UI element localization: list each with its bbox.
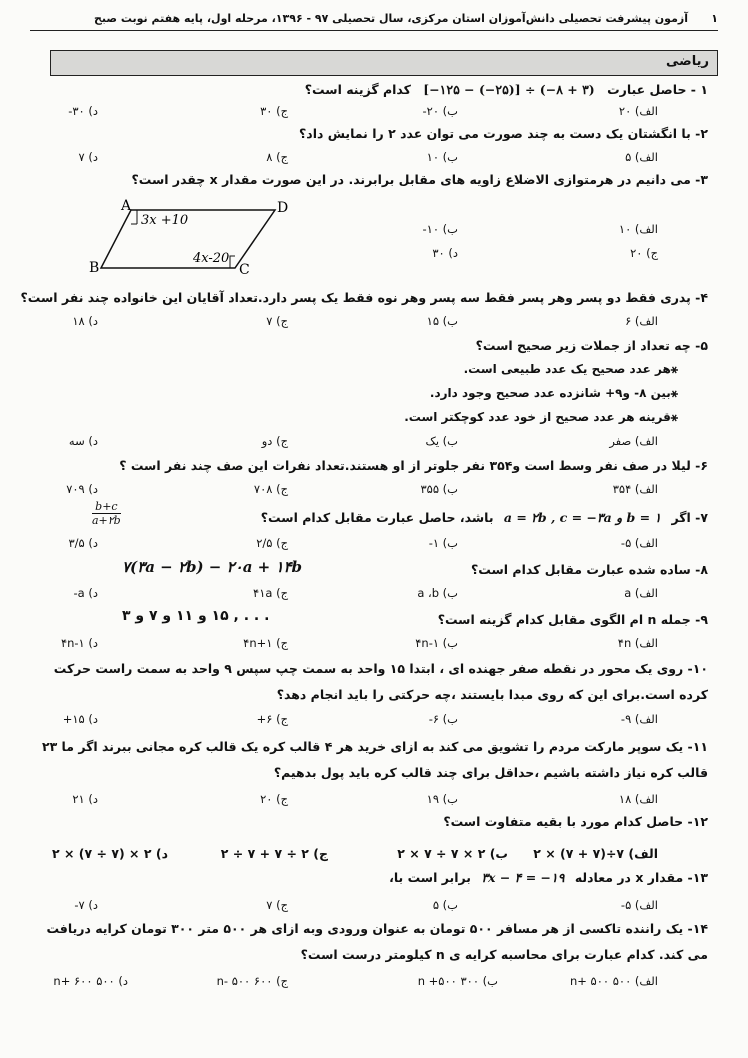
q7-option-c[interactable]: ج) ۲/۵	[256, 536, 288, 550]
vertex-d-label: D	[277, 200, 289, 216]
question-14: ۱۴- یک راننده تاکسی از هر مسافر ۵۰۰ تومان به عنوان ورودی وبه ازای هر ۵۰۰ متر ۳۰۰ تومان کرایه دریافت می کند. کدام عبارت برای محاسبه کرایه ی n کیلومتر درست است؟	[46, 921, 708, 962]
q4-option-a[interactable]: الف) ۶	[625, 314, 658, 328]
q5-statement-1: ⚹هر عدد صحیح یک عدد طبیعی است.	[463, 362, 678, 376]
q4-options	[40, 314, 708, 332]
q14-option-a[interactable]: الف) ۵۰۰ n+ ۵۰۰	[569, 974, 658, 988]
q3-option-d[interactable]: د) ۳۰	[432, 246, 458, 260]
q12-options	[40, 846, 708, 864]
q12-option-a[interactable]: الف) ۷÷(۷ + ۷) × ۲	[533, 846, 658, 861]
q5-statement-3: ⚹قرینه هر عدد صحیح از خود عدد کوچکتر است.	[404, 410, 678, 424]
q14-option-b[interactable]: ب) ۳۰۰ n +۵۰۰	[417, 974, 498, 988]
q10-option-a[interactable]: الف) ۹-	[620, 712, 658, 726]
q3-options-row1	[40, 222, 708, 240]
q13-text-b: برابر است با،	[389, 870, 471, 885]
q3-option-b[interactable]: ب) ۱۰-	[422, 222, 458, 236]
q10-option-d[interactable]: د) ۱۵+	[62, 712, 98, 726]
q9-options	[40, 636, 708, 654]
q7-fraction-denominator: a+۲b	[92, 514, 121, 527]
q11-option-b[interactable]: ب) ۱۹	[426, 792, 458, 806]
q6-option-c[interactable]: ج) ۷۰۸	[253, 482, 288, 496]
q1-option-b[interactable]: ب) ۲۰-	[422, 104, 458, 118]
q2-options	[40, 150, 708, 168]
q3-option-c[interactable]: ج) ۲۰	[630, 246, 658, 260]
q1-option-d[interactable]: د) ۳۰-	[68, 104, 98, 118]
q4-option-c[interactable]: ج) ۷	[266, 314, 288, 328]
q8-option-c[interactable]: ج) ۴۱a	[253, 586, 288, 600]
page-header	[30, 10, 718, 32]
q11-option-c[interactable]: ج) ۲۰	[260, 792, 288, 806]
q1-expression: [−۱۲۵ − (−۲۵)] ÷ (−۸ + ۳)	[423, 82, 595, 97]
q12-option-b[interactable]: ب) ۲ × ۷ ÷ ۷ × ۲	[397, 846, 508, 861]
q7-fraction-numerator: b+c	[92, 500, 121, 514]
q3-options-row2	[40, 246, 708, 264]
question-12: ۱۲- حاصل کدام مورد با بقیه متفاوت است؟	[443, 814, 708, 829]
question-4: ۴- پدری فقط دو پسر وهر پسر فقط سه پسر وهر نوه فقط یک پسر دارد.تعداد آقایان این خانواده چند نفر است؟	[20, 290, 708, 305]
q9-option-b[interactable]: ب) ۴n-۱	[415, 636, 458, 650]
q13-options	[40, 898, 708, 916]
question-3: ۳- می دانیم در هرمتوازی الاضلاع زاویه های مقابل برابرند. در این صورت مقدار x چقدر است؟	[131, 172, 708, 187]
q13-option-a[interactable]: الف) ۵-	[620, 898, 658, 912]
header-divider	[30, 30, 718, 31]
q7-conditions: a = ۲b , c = −۳a و b = ۱	[503, 510, 662, 525]
q7-option-d[interactable]: د) ۳/۵	[68, 536, 98, 550]
q1-option-c[interactable]: ج) ۳۰	[260, 104, 288, 118]
q6-options	[40, 482, 708, 500]
angle-c-expression: 4x-20	[193, 251, 230, 266]
q9-option-d[interactable]: د) ۴n-۱	[60, 636, 98, 650]
q11-option-d[interactable]: د) ۲۱	[72, 792, 98, 806]
q13-text-a: ۱۳- مقدار x در معادله	[574, 870, 708, 885]
q5-statement-2: ⚹بین ۸- و۹+ شانزده عدد صحیح وجود دارد.	[429, 386, 678, 400]
q5-options	[40, 434, 708, 452]
question-8: ۸- ساده شده عبارت مقابل کدام است؟	[471, 562, 708, 577]
q7-fraction	[92, 500, 121, 527]
q3-option-a[interactable]: الف) ۱۰	[618, 222, 658, 236]
question-2: ۲- با انگشتان یک دست به چند صورت می توان عدد ۲ را نمایش داد؟	[299, 126, 708, 141]
question-6: ۶- لیلا در صف نفر وسط است و۳۵۴ نفر جلوتر از او هستند.تعداد نفرات این صف چند نفر است ؟	[119, 458, 708, 473]
q12-option-c[interactable]: ج) ۲ ÷ ۷ + ۷ ÷ ۲	[220, 846, 328, 861]
q11-options	[40, 792, 708, 810]
question-5: ۵- چه تعداد از جملات زیر صحیح است؟	[475, 338, 708, 353]
exam-title: آزمون پیشرفت تحصیلی دانش‌آموزان استان مرکزی، سال تحصیلی ۹۷ - ۱۳۹۶، مرحله اول، پایه هفتم نوبت صبح	[93, 12, 688, 25]
q5-option-a[interactable]: الف) صفر	[609, 434, 658, 448]
q11-option-a[interactable]: الف) ۱۸	[618, 792, 658, 806]
q7-option-b[interactable]: ب) ۱-	[428, 536, 458, 550]
vertex-c-label: C	[239, 262, 250, 278]
q8-option-a[interactable]: الف) a	[624, 586, 658, 600]
q14-option-d[interactable]: د) ۵۰۰ n+ ۶۰۰	[53, 974, 128, 988]
q9-sequence: . . . , ۱۵ و ۱۱ و ۷ و ۳	[122, 608, 270, 624]
angle-a-expression: 3x +10	[141, 213, 189, 228]
q8-option-b[interactable]: ب) a ،b	[417, 586, 458, 600]
q1-option-a[interactable]: الف) ۲۰	[618, 104, 658, 118]
q1-tail: کدام گزینه است؟	[304, 82, 411, 97]
q8-option-d[interactable]: د) a-	[73, 586, 98, 600]
q2-option-c[interactable]: ج) ۸	[266, 150, 288, 164]
q9-option-c[interactable]: ج) ۴n+۱	[243, 636, 288, 650]
question-9: ۹- جمله n ام الگوی مقابل کدام گزینه است؟	[437, 612, 708, 627]
q2-option-b[interactable]: ب) ۱۰	[426, 150, 458, 164]
q8-options	[40, 586, 708, 604]
question-10: ۱۰- روی یک محور در نقطه صفر جهنده ای ، ابتدا ۱۵ واحد به سمت چپ سپس ۹ واحد به سمت راست حرکت کرده است.برای این که روی مبدا بایستند ،چه حرکتی را باید انجام دهد؟	[53, 661, 708, 702]
q6-option-d[interactable]: د) ۷۰۹	[66, 482, 98, 496]
q10-option-b[interactable]: ب) ۶-	[428, 712, 458, 726]
section-title: ریاضی	[666, 54, 709, 69]
q14-options	[40, 974, 708, 992]
q7-text-a: ۷- اگر	[671, 510, 708, 525]
q13-option-b[interactable]: ب) ۵	[432, 898, 458, 912]
q9-option-a[interactable]: الف) ۴n	[617, 636, 658, 650]
question-11: ۱۱- یک سوپر مارکت مردم را تشویق می کند به ازای خرید هر ۴ قالب کره یک قالب کره مجانی ببرند اگر ما ۲۳ قالب کره نیاز داشته باشیم ،حداقل برای چند قالب کره باید پول بدهیم؟	[41, 739, 708, 780]
q13-option-d[interactable]: د) ۷-	[74, 898, 98, 912]
page-number: ۱	[711, 12, 718, 25]
q1-text: ۱ - حاصل عبارت	[607, 82, 708, 97]
q7-options	[40, 536, 708, 554]
q14-option-c[interactable]: ج) ۶۰۰ n- ۵۰۰	[216, 974, 288, 988]
question-1	[305, 82, 708, 97]
q10-option-c[interactable]: ج) ۶+	[256, 712, 288, 726]
q6-option-a[interactable]: الف) ۳۵۴	[612, 482, 658, 496]
q13-option-c[interactable]: ج) ۷	[266, 898, 288, 912]
vertex-b-label: B	[89, 260, 100, 276]
q8-expression: ۷(۳a − ۲b) − ۲۰a + ۱۴b	[122, 558, 303, 576]
q2-option-d[interactable]: د) ۷	[78, 150, 98, 164]
q4-option-b[interactable]: ب) ۱۵	[426, 314, 458, 328]
section-band	[50, 50, 718, 76]
question-7	[261, 510, 708, 525]
q7-text-b: باشد، حاصل عبارت مقابل کدام است؟	[260, 510, 494, 525]
q5-option-b[interactable]: ب) یک	[425, 434, 458, 448]
q5-option-c[interactable]: ج) دو	[261, 434, 288, 448]
q4-option-d[interactable]: د) ۱۸	[72, 314, 98, 328]
q2-option-a[interactable]: الف) ۵	[625, 150, 658, 164]
q12-option-d[interactable]: د) ۲ × (۷ ÷ ۷) × ۲	[51, 846, 168, 861]
q7-option-a[interactable]: الف) ۵-	[620, 536, 658, 550]
question-13	[389, 870, 708, 885]
q13-equation: ۳x − ۴ = −۱۹	[481, 870, 565, 885]
q6-option-b[interactable]: ب) ۳۵۵	[420, 482, 458, 496]
q5-option-d[interactable]: د) سه	[68, 434, 98, 448]
q1-options	[40, 104, 708, 122]
vertex-a-label: A	[121, 198, 132, 214]
q10-options	[40, 712, 708, 730]
